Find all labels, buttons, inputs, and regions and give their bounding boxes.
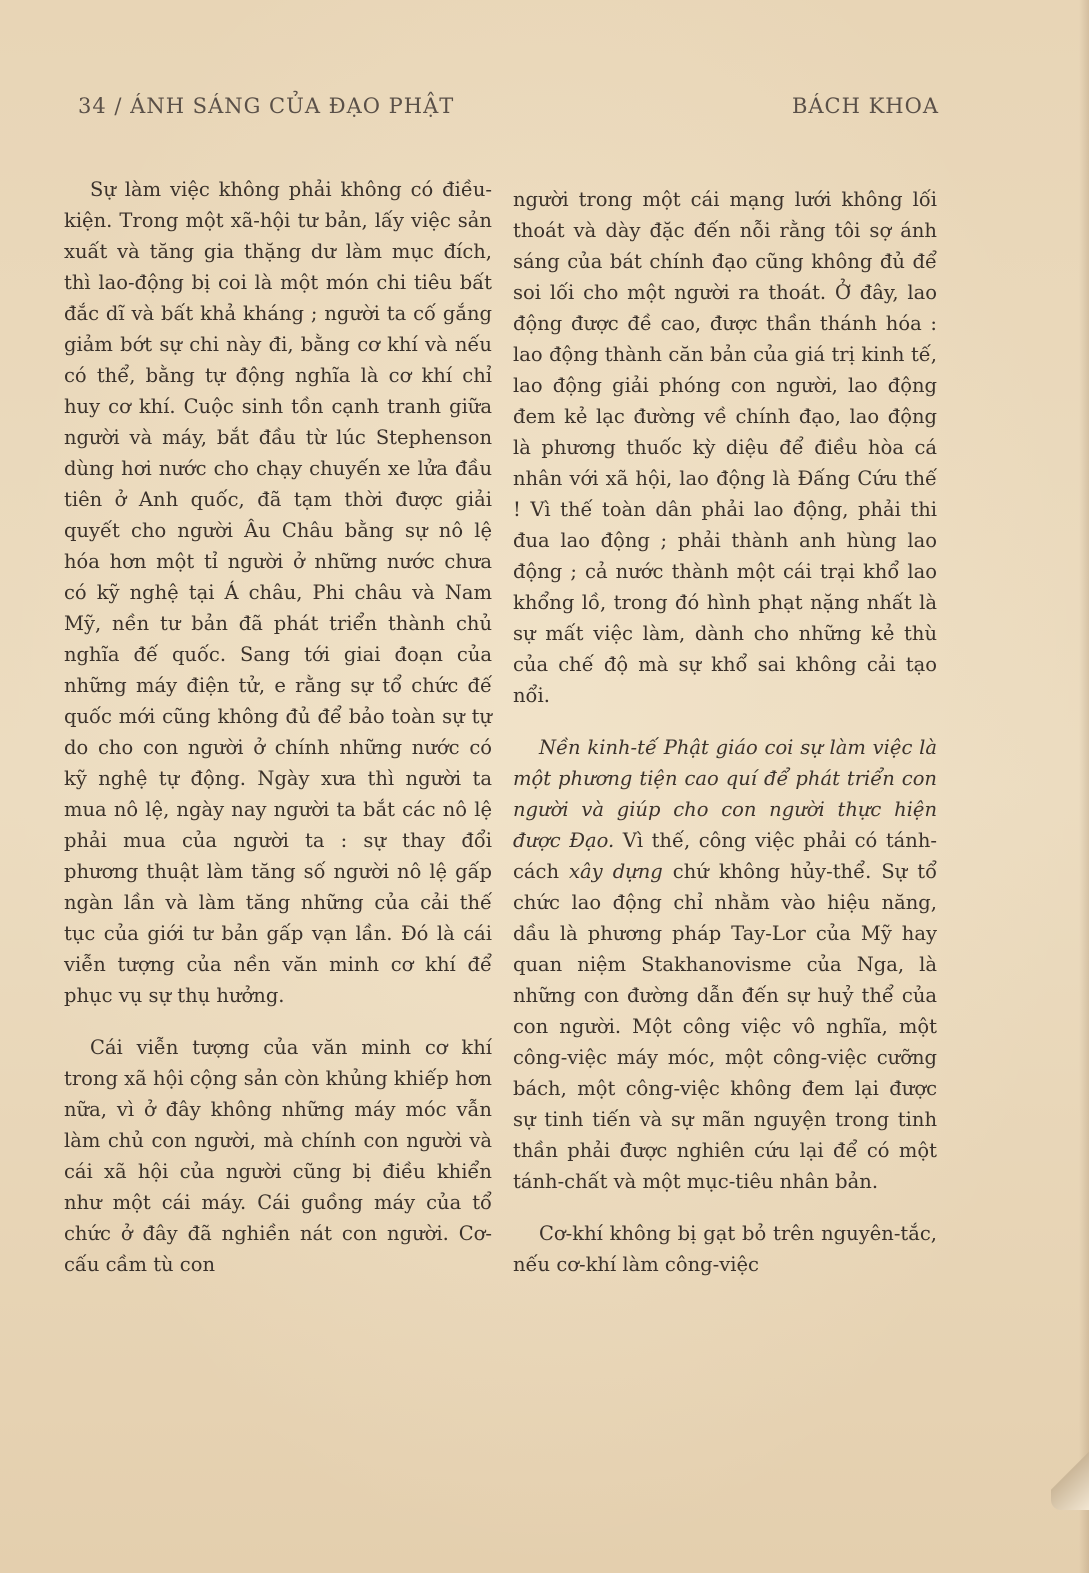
right-column — [513, 184, 937, 1301]
paragraph — [513, 732, 937, 1197]
left-column — [64, 174, 492, 1301]
page-edge-shadow — [1079, 0, 1089, 1573]
text-run: chứ không hủy-thể. Sự tổ chức lao động chỉ nhằm vào hiệu năng, dầu là phương pháp Tay-Lor của Mỹ hay quan niệm Stakhanovisme của Nga, là những con đường dẫn đến sự huỷ thể của con người. Một công việc vô nghĩa, một công-việc máy móc, một công-việc cưỡng bách, một công-việc không đem lại được sự tinh tiến và sự mãn nguyện trong tinh thần phải được nghiên cứu lại để có một tánh-chất và một mục-tiêu nhân bản. — [513, 860, 938, 1193]
italic-text: xây dựng — [569, 860, 663, 883]
page-number-and-article-title: 34 / ÁNH SÁNG CỦA ĐẠO PHẬT — [78, 94, 455, 118]
paragraph: Cái viễn tượng của văn minh cơ khí trong xã hội cộng sản còn khủng khiếp hơn nữa, vì ở đây không những máy móc vẫn làm chủ con người, mà chính con người và cái xã hội của người cũng bị điều khiển như một cái máy. Cái guồng máy của tổ chức ở đây đã nghiền nát con người. Cơ-cấu cầm tù con — [64, 1036, 492, 1276]
paragraph: Cơ-khí không bị gạt bỏ trên nguyên-tắc, nếu cơ-khí làm công-việc — [513, 1222, 937, 1276]
torn-corner — [1051, 1450, 1089, 1510]
paragraph: Sự làm việc không phải không có điều-kiện. Trong một xã-hội tư bản, lấy việc sản xuất và tăng gia thặng dư làm mục đích, thì lao-động bị coi là một món chi tiêu bất đắc dĩ và bất khả kháng ; người ta cố gắng giảm bớt sự chi này đi, bằng cơ khí và nếu có thể, bằng tự động nghĩa là cơ khí chỉ huy cơ khí. Cuộc sinh tồn cạnh tranh giữa người và máy, bắt đầu từ lúc Stephenson dùng hơi nước cho chạy chuyến xe lửa đầu tiên ở Anh quốc, đã tạm thời được giải quyết cho người Âu Châu bằng sự nô lệ hóa hơn một tỉ người ở những nước chưa có kỹ nghệ tại Á châu, Phi châu và Nam Mỹ, nền tư bản đã phát triển thành chủ nghĩa đế quốc. Sang tới giai đoạn của những máy điện tử, e rằng sự tổ chức đế quốc mới cũng không đủ để bảo toàn sự tự do cho con người ở chính những nước có kỹ nghệ tự động. Ngày xưa thì người ta mua nô lệ, ngày nay người ta bắt các nô lệ phải mua của người ta : sự thay đổi phương thuật làm tăng số người nô lệ gấp ngàn lần và làm tăng những của cải thế tục của giới tư bản gấp vạn lần. Đó là cái viễn tượng của nền văn minh cơ khí để phục vụ sự thụ hưởng. — [64, 178, 492, 1007]
italic-text: Nền kinh-tế Phật giáo coi sự làm việc là một phương tiện cao quí để phát triển con người và giúp cho con người thực hiện được Đạo. — [513, 736, 937, 852]
text-run: Vì thế, công việc phải có tánh-cách — [513, 829, 937, 883]
paragraph-continued: người trong một cái mạng lưới không lối thoát và dày đặc đến nỗi rằng tôi sợ ánh sáng của bát chính đạo cũng không đủ để soi lối cho một người ra thoát. Ở đây, lao động được đề cao, được thần thánh hóa : lao động thành căn bản của giá trị kinh tế, lao động giải phóng con người, lao động đem kẻ lạc đường về chính đạo, lao động là phương thuốc kỳ diệu để điều hòa cá nhân với xã hội, lao động là Đấng Cứu thế ! Vì thế toàn dân phải lao động, phải thi đua lao động ; phải thành anh hùng lao động ; cả nước thành một cái trại khổ lao khổng lồ, trong đó hình phạt nặng nhất là sự mất việc làm, dành cho những kẻ thù của chế độ mà sự khổ sai không cải tạo nổi. — [513, 188, 937, 707]
running-head — [78, 94, 939, 134]
magazine-name: BÁCH KHOA — [791, 94, 939, 118]
